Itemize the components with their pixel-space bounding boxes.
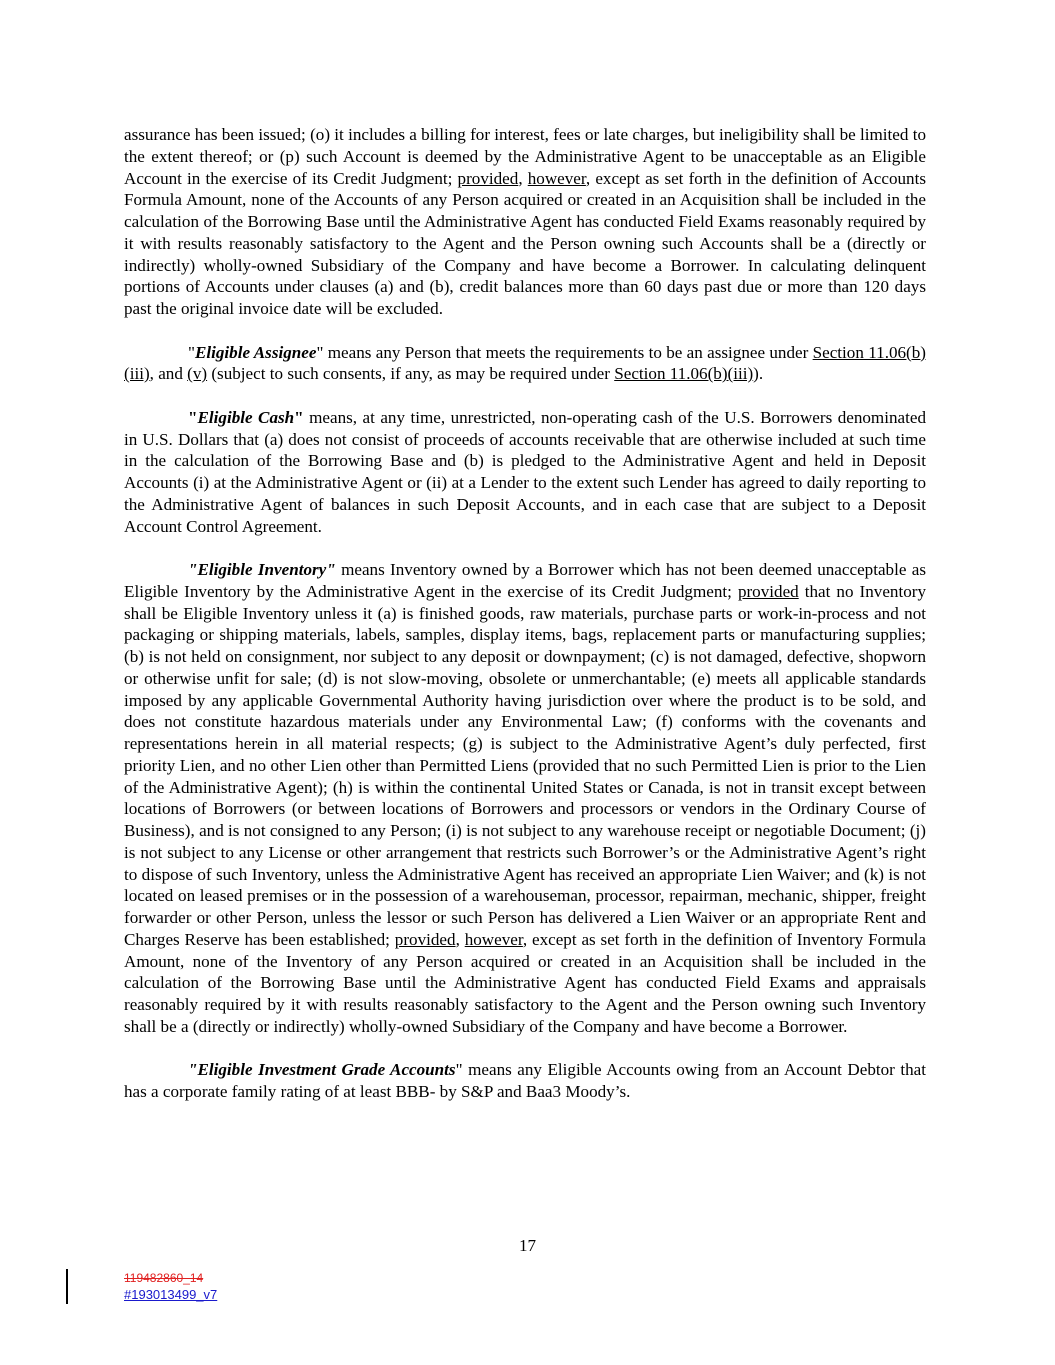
text: , bbox=[518, 168, 528, 188]
defined-term: "Eligible Inventory" bbox=[188, 560, 336, 579]
defined-term: "Eligible Investment Grade Accounts bbox=[188, 1060, 456, 1080]
underlined-term: however bbox=[464, 929, 523, 949]
paragraph-eligible-investment-grade-accounts bbox=[124, 1059, 926, 1103]
defined-term: Eligible Assignee bbox=[194, 342, 317, 362]
document-body bbox=[124, 124, 926, 1103]
text: means any Eligible Accounts owing from an Account Debtor that has a corporate family rating of at least BBB- by S&P and Baa3 Moody’s. bbox=[124, 1060, 927, 1101]
text: , except as set forth in the definition of Accounts Formula Amount, none of the Accounts of any Person acquired or created in an Acquisition shall be included in the calculation of the Borrowing Base until the Administrative Agent has conducted Field Exams reasonably required by it with results reasonably satisfactory to the Agent and the Person owning such Accounts shall be a (directly or indirectly) wholly-owned Subsidiary of the Company and have become a Borrower. In calculating delinquent portions of Accounts under clauses (a) and (b), credit balances more than 60 days past due or more than 120 days past the original invoice date will be excluded. bbox=[124, 168, 927, 318]
page-number: 17 bbox=[518, 1236, 537, 1255]
new-document-id[interactable]: #193013499_v7 bbox=[124, 1287, 218, 1302]
underlined-term: provided bbox=[394, 929, 456, 949]
text: (subject to such consents, if any, as may be required under bbox=[207, 364, 615, 384]
text: means Inventory owned by a Borrower which has not been deemed unacceptable as Eligible Inventory by the Administrative Agent in the exercise of its Credit Judgment; bbox=[124, 560, 926, 601]
text: means, at any time, unrestricted, non-operating cash of the U.S. Borrowers denominated in U.S. Dollars that (a) does not consist of proceeds of accounts receivable that are otherwise included at such time in the calculation of the Borrowing Base and (b) is pledged to the Administrative Agent and held in Deposit Accounts (i) at the Administrative Agent or (ii) at a Lender to the extent such Lender has agreed to daily reporting to the Administrative Agent of balances in such Deposit Accounts, and in each case that are subject to a Deposit Account Control Agreement. bbox=[124, 407, 926, 536]
quote: " bbox=[188, 342, 195, 362]
paragraph-eligible-cash bbox=[124, 407, 926, 538]
underlined-term: provided bbox=[737, 581, 799, 601]
text: , except as set forth in the definition of Inventory Formula Amount, none of the Inventory of any Person acquired or created in an Acquisition shall be included in the calculation of the Borrowing Base until the Administrative Agent has conducted Field Exams and appraisals reasonably required by it with results reasonably satisfactory to the Agent and the Person owning such Inventory shall be a (directly or indirectly) wholly-owned Subsidiary of the Company and have become a Borrower. bbox=[124, 929, 927, 1036]
quote: " bbox=[188, 407, 198, 427]
defined-term: Eligible Cash bbox=[197, 407, 295, 427]
text: assurance has been issued; (o) it includes a billing for interest, fees or late charges, but ineligibility shall be limited to the extent thereof; or (p) such Account is deemed by the Administrative Agent to be unacceptable as an Eligible Account in the exercise of its Credit Judgment; bbox=[124, 125, 926, 188]
section-reference: (v) bbox=[187, 364, 208, 384]
text: , bbox=[455, 929, 465, 949]
text: , and bbox=[149, 364, 188, 384]
section-reference: Section 11.06(b)(iii) bbox=[124, 342, 926, 384]
underlined-term: however bbox=[527, 168, 586, 188]
old-document-id: 119482860_14 bbox=[124, 1271, 204, 1285]
text: that no Inventory shall be Eligible Inventory unless it (a) is finished goods, raw materials, purchase parts or work-in-process and not packaging or shipping materials, labels, samples, display items, bags, replacement parts or manufacturing supplies; (b) is not held on consignment, nor subject to any deposit or downpayment; (c) is not damaged, defective, shopworn or otherwise unfit for sale; (d) is not slow-moving, obsolete or unmerchantable; (e) meets all applicable standards imposed by any applicable Governmental Authority having jurisdiction over where the product is to be sold, and does not constitute hazardous materials under any Environmental Law; (f) conforms with the covenants and representations herein in all material respects; (g) is subject to the Administrative Agent’s duly perfected, first priority Lien, and no other Lien other than Permitted Liens (provided that no such Permitted Lien is prior to the Lien of the Administrative Agent); (h) is within the continental United States or Canada, is not in transit except between locations of Borrowers (or between locations of Borrowers and processors or vendors in the Ordinary Course of Business), and is not consigned to any Person; (i) is not subject to any warehouse receipt or negotiable Document; (j) is not subject to any License or other arrangement that restricts such Borrower’s or the Administrative Agent’s right to dispose of such Inventory, unless the Administrative Agent has received an appropriate Lien Waiver; and (k) is not located on leased premises or in the possession of a warehouseman, processor, repairman, mechanic, shipper, freight forwarder or other Person, unless the lessor or such Person has delivered a Lien Waiver or an appropriate Rent and Charges Reserve has been established; bbox=[124, 581, 926, 949]
text: ). bbox=[753, 364, 764, 384]
text: " means any Person that meets the requirements to be an assignee under bbox=[316, 342, 813, 362]
paragraph-eligible-accounts-continuation bbox=[124, 124, 926, 320]
paragraph-eligible-assignee bbox=[124, 342, 926, 386]
change-bar bbox=[66, 1269, 68, 1304]
paragraph-eligible-inventory bbox=[124, 559, 926, 1038]
underlined-term: provided bbox=[457, 168, 519, 188]
section-reference: Section 11.06(b)(iii) bbox=[614, 364, 754, 384]
quote: " bbox=[294, 407, 304, 427]
quote: " bbox=[455, 1060, 463, 1080]
